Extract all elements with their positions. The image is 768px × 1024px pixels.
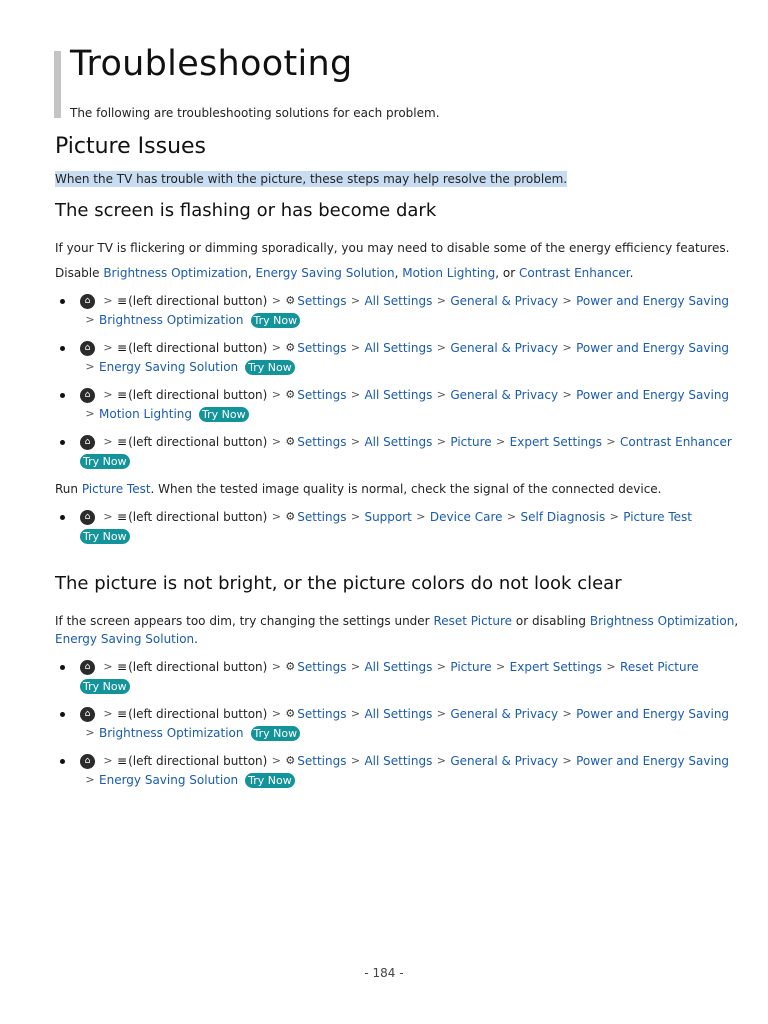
- page-title: Troubleshooting: [70, 44, 353, 84]
- crumb-power-energy[interactable]: Power and Energy Saving: [576, 707, 730, 721]
- menu-icon: ≡: [117, 294, 128, 308]
- bullet: [60, 440, 65, 445]
- disable-text: Disable: [55, 266, 104, 280]
- home-icon[interactable]: ⌂: [80, 660, 95, 675]
- intro-text: The following are troubleshooting solutions for each problem.: [70, 106, 440, 120]
- crumb-settings[interactable]: Settings: [297, 435, 347, 449]
- chevron-right-icon: >: [271, 294, 281, 307]
- bullet: [60, 712, 65, 717]
- chevron-right-icon: >: [103, 754, 113, 767]
- chevron-right-icon: >: [436, 388, 446, 401]
- crumb-settings[interactable]: Settings: [297, 294, 347, 308]
- link-contrast-enhancer[interactable]: Contrast Enhancer: [518, 266, 630, 280]
- crumb-motion-lighting[interactable]: Motion Lighting: [99, 407, 192, 421]
- gear-icon: ⚙: [285, 660, 296, 673]
- menu-icon: ≡: [117, 660, 128, 674]
- chevron-right-icon: >: [562, 294, 572, 307]
- bullet: [60, 515, 65, 520]
- crumb-settings[interactable]: Settings: [297, 388, 347, 402]
- chevron-right-icon: >: [436, 341, 446, 354]
- crumb-general-privacy[interactable]: General & Privacy: [450, 341, 559, 355]
- chevron-right-icon: >: [496, 660, 506, 673]
- chevron-right-icon: >: [103, 341, 113, 354]
- left-button-text: (left directional button): [128, 707, 268, 721]
- period-text: .: [194, 632, 198, 646]
- bullet: [60, 299, 65, 304]
- gear-icon: ⚙: [285, 341, 296, 354]
- comma-text: ,: [734, 614, 739, 628]
- crumb-picture-test[interactable]: Picture Test: [623, 510, 692, 524]
- try-now-button[interactable]: Try Now: [80, 454, 130, 469]
- crumb-settings[interactable]: Settings: [297, 754, 347, 768]
- try-now-button[interactable]: Try Now: [245, 773, 295, 788]
- crumb-settings[interactable]: Settings: [297, 510, 347, 524]
- step-path-line: [80, 705, 729, 723]
- crumb-brightness-optimization[interactable]: Brightness Optimization: [99, 313, 244, 327]
- crumb-device-care[interactable]: Device Care: [429, 510, 503, 524]
- left-button-text: (left directional button): [128, 435, 268, 449]
- try-now-button[interactable]: Try Now: [251, 726, 301, 741]
- bullet: [60, 759, 65, 764]
- crumb-settings[interactable]: Settings: [297, 660, 347, 674]
- or-text: , or: [495, 266, 519, 280]
- crumb-general-privacy[interactable]: General & Privacy: [450, 754, 559, 768]
- link-brightness-optimization[interactable]: Brightness Optimization: [589, 614, 735, 628]
- chevron-right-icon: >: [609, 510, 619, 523]
- chevron-right-icon: >: [562, 388, 572, 401]
- crumb-all-settings[interactable]: All Settings: [364, 341, 433, 355]
- link-reset-picture[interactable]: Reset Picture: [433, 614, 513, 628]
- step-path-line: [80, 292, 729, 310]
- chevron-right-icon: >: [350, 510, 361, 523]
- try-now-button[interactable]: Try Now: [80, 679, 130, 694]
- chevron-right-icon: >: [562, 707, 572, 720]
- crumb-support[interactable]: Support: [364, 510, 412, 524]
- chevron-right-icon: >: [436, 660, 446, 673]
- step-path-line: [80, 452, 130, 470]
- step-path-line: [80, 508, 692, 526]
- chevron-right-icon: >: [271, 660, 281, 673]
- chevron-right-icon: >: [562, 754, 572, 767]
- link-energy-saving-solution[interactable]: Energy Saving Solution: [255, 266, 395, 280]
- home-icon[interactable]: ⌂: [80, 707, 95, 722]
- bullet: [60, 665, 65, 670]
- left-button-text: (left directional button): [128, 754, 268, 768]
- crumb-general-privacy[interactable]: General & Privacy: [450, 294, 559, 308]
- crumb-all-settings[interactable]: All Settings: [364, 294, 433, 308]
- link-motion-lighting[interactable]: Motion Lighting: [402, 266, 496, 280]
- highlight-span: When the TV has trouble with the picture, these steps may help resolve the problem.: [55, 172, 568, 186]
- chevron-right-icon: >: [271, 754, 281, 767]
- link-energy-saving-solution[interactable]: Energy Saving Solution: [55, 632, 195, 646]
- step-path-line: [80, 752, 729, 770]
- home-icon[interactable]: ⌂: [80, 294, 95, 309]
- sub-heading-not-bright: The picture is not bright, or the picture colors do not look clear: [55, 573, 622, 594]
- menu-icon: ≡: [117, 510, 128, 524]
- chevron-right-icon: >: [271, 435, 281, 448]
- menu-icon: ≡: [117, 754, 128, 768]
- chevron-right-icon: >: [416, 510, 426, 523]
- chevron-right-icon: >: [85, 407, 95, 420]
- crumb-brightness-optimization[interactable]: Brightness Optimization: [99, 726, 244, 740]
- crumb-energy-saving-solution[interactable]: Energy Saving Solution: [99, 360, 239, 374]
- chevron-right-icon: >: [350, 294, 361, 307]
- home-icon[interactable]: ⌂: [80, 388, 95, 403]
- chevron-right-icon: >: [103, 510, 113, 523]
- gear-icon: ⚙: [285, 435, 296, 448]
- chevron-right-icon: >: [350, 435, 361, 448]
- step-path-line: [84, 724, 300, 742]
- crumb-contrast-enhancer[interactable]: Contrast Enhancer: [620, 435, 732, 449]
- home-icon[interactable]: ⌂: [80, 435, 95, 450]
- sub-heading-flashing: The screen is flashing or has become dark: [55, 200, 437, 221]
- chevron-right-icon: >: [350, 341, 361, 354]
- step-path-line: [84, 771, 295, 789]
- step-path-line: [84, 311, 300, 329]
- left-button-text: (left directional button): [128, 294, 268, 308]
- disabling-text: or disabling: [512, 614, 590, 628]
- crumb-expert-settings[interactable]: Expert Settings: [509, 435, 603, 449]
- crumb-self-diagnosis[interactable]: Self Diagnosis: [520, 510, 606, 524]
- step-path-line: [84, 358, 295, 376]
- gear-icon: ⚙: [285, 707, 296, 720]
- left-button-text: (left directional button): [128, 660, 268, 674]
- step-path-line: [80, 339, 729, 357]
- bullet: [60, 393, 65, 398]
- dim-text: If the screen appears too dim, try changing the settings under: [55, 614, 434, 628]
- menu-icon: ≡: [117, 435, 128, 449]
- paragraph-flicker: If your TV is flickering or dimming sporadically, you may need to disable some of the energy efficiency features.: [55, 241, 730, 255]
- bullet: [60, 346, 65, 351]
- step-path-line: [80, 527, 130, 545]
- home-icon[interactable]: ⌂: [80, 341, 95, 356]
- paragraph-run-test: [55, 480, 661, 498]
- try-now-button[interactable]: Try Now: [80, 529, 130, 544]
- chevron-right-icon: >: [85, 313, 95, 326]
- crumb-all-settings[interactable]: All Settings: [364, 707, 433, 721]
- crumb-all-settings[interactable]: All Settings: [364, 754, 433, 768]
- link-brightness-optimization[interactable]: Brightness Optimization: [103, 266, 248, 280]
- crumb-expert-settings[interactable]: Expert Settings: [509, 660, 603, 674]
- chevron-right-icon: >: [436, 707, 446, 720]
- gear-icon: ⚙: [285, 294, 296, 307]
- paragraph-too-dim: [55, 612, 738, 648]
- crumb-power-energy[interactable]: Power and Energy Saving: [576, 341, 730, 355]
- step-path-line: [80, 658, 699, 676]
- chevron-right-icon: >: [103, 388, 113, 401]
- try-now-button[interactable]: Try Now: [251, 313, 301, 328]
- crumb-all-settings[interactable]: All Settings: [364, 435, 433, 449]
- menu-icon: ≡: [117, 388, 128, 402]
- paragraph-disable: [55, 264, 633, 282]
- step-path-line: [84, 405, 249, 423]
- crumb-reset-picture[interactable]: Reset Picture: [620, 660, 699, 674]
- chevron-right-icon: >: [103, 707, 113, 720]
- crumb-all-settings[interactable]: All Settings: [364, 660, 433, 674]
- period-text: .: [629, 266, 634, 280]
- crumb-power-energy[interactable]: Power and Energy Saving: [576, 294, 730, 308]
- chevron-right-icon: >: [103, 294, 113, 307]
- chevron-right-icon: >: [562, 341, 572, 354]
- chevron-right-icon: >: [506, 510, 517, 523]
- menu-icon: ≡: [117, 707, 128, 721]
- run-suffix-text: . When the tested image quality is normal, check the signal of the connected device.: [150, 482, 662, 496]
- chevron-right-icon: >: [350, 754, 361, 767]
- menu-icon: ≡: [117, 341, 128, 355]
- crumb-picture[interactable]: Picture: [450, 435, 492, 449]
- crumb-picture[interactable]: Picture: [450, 660, 492, 674]
- chevron-right-icon: >: [350, 660, 361, 673]
- crumb-energy-saving-solution[interactable]: Energy Saving Solution: [99, 773, 239, 787]
- gear-icon: ⚙: [285, 754, 296, 767]
- chevron-right-icon: >: [103, 435, 113, 448]
- comma-text: ,: [247, 266, 256, 280]
- chevron-right-icon: >: [271, 510, 281, 523]
- step-path-line: [80, 386, 729, 404]
- crumb-power-energy[interactable]: Power and Energy Saving: [576, 754, 730, 768]
- home-icon[interactable]: ⌂: [80, 510, 95, 525]
- chevron-right-icon: >: [85, 726, 95, 739]
- chevron-right-icon: >: [350, 707, 361, 720]
- step-path-line: [80, 433, 732, 451]
- step-path-line: [80, 677, 130, 695]
- chevron-right-icon: >: [85, 360, 95, 373]
- crumb-power-energy[interactable]: Power and Energy Saving: [576, 388, 730, 402]
- try-now-button[interactable]: Try Now: [199, 407, 249, 422]
- chevron-right-icon: >: [606, 660, 616, 673]
- left-button-text: (left directional button): [128, 341, 268, 355]
- chevron-right-icon: >: [436, 754, 446, 767]
- chevron-right-icon: >: [271, 707, 281, 720]
- section-heading: Picture Issues: [55, 134, 207, 159]
- title-bar: [54, 51, 61, 118]
- highlight-text: [55, 172, 567, 186]
- left-button-text: (left directional button): [128, 388, 268, 402]
- crumb-general-privacy[interactable]: General & Privacy: [450, 707, 559, 721]
- page-number: - 184 -: [364, 966, 404, 980]
- crumb-general-privacy[interactable]: General & Privacy: [450, 388, 559, 402]
- chevron-right-icon: >: [103, 660, 113, 673]
- gear-icon: ⚙: [285, 388, 296, 401]
- chevron-right-icon: >: [436, 435, 446, 448]
- chevron-right-icon: >: [496, 435, 506, 448]
- gear-icon: ⚙: [285, 510, 296, 523]
- chevron-right-icon: >: [271, 388, 281, 401]
- try-now-button[interactable]: Try Now: [245, 360, 295, 375]
- crumb-settings[interactable]: Settings: [297, 341, 347, 355]
- chevron-right-icon: >: [350, 388, 361, 401]
- chevron-right-icon: >: [436, 294, 446, 307]
- comma-text: ,: [394, 266, 403, 280]
- run-text: Run: [55, 482, 82, 496]
- link-picture-test[interactable]: Picture Test: [81, 482, 151, 496]
- crumb-settings[interactable]: Settings: [297, 707, 347, 721]
- chevron-right-icon: >: [606, 435, 616, 448]
- chevron-right-icon: >: [85, 773, 95, 786]
- left-button-text: (left directional button): [128, 510, 268, 524]
- chevron-right-icon: >: [271, 341, 281, 354]
- home-icon[interactable]: ⌂: [80, 754, 95, 769]
- crumb-all-settings[interactable]: All Settings: [364, 388, 433, 402]
